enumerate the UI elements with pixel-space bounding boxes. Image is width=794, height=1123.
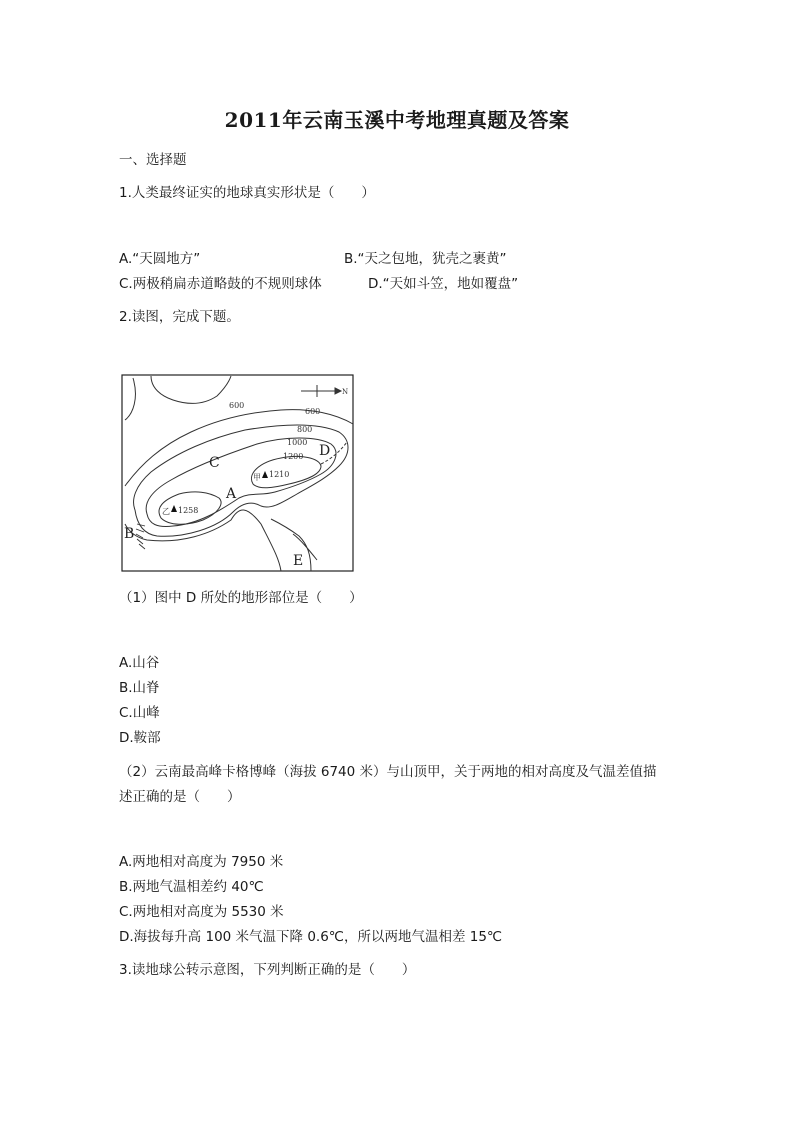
question-2-2-stem-line1: （2）云南最高峰卡格博峰（海拔 6740 米）与山顶甲，关于两地的相对高度及气温差值描 [119,764,657,780]
page-title: 2011年云南玉溪中考地理真题及答案 [224,108,570,132]
question-2-1-option-d: D.鞍部 [119,730,161,746]
question-2-1-option-c: C.山峰 [119,705,160,721]
question-1-option-a: A.“天圆地方” [119,251,201,267]
peak-yi-height: 1258 [178,506,199,515]
question-3-stem: 3.读地球公转示意图，下列判断正确的是（ ） [119,962,416,978]
contour-label-800: 800 [297,425,313,434]
question-1-stem: 1.人类最终证实的地球真实形状是（ ） [119,185,375,201]
question-2-1-option-b: B.山脊 [119,680,160,696]
contour-label-600-b: 600 [305,407,321,416]
peak-jia-height: 1210 [269,470,290,479]
section-heading: 一、选择题 [119,152,187,168]
question-2-2-option-c: C.两地相对高度为 5530 米 [119,904,284,920]
question-2-stem: 2.读图，完成下题。 [119,309,240,325]
map-label-e: E [293,553,304,569]
question-1-option-c: C.两极稍扁赤道略鼓的不规则球体 [119,276,322,292]
map-label-d: D [319,443,331,459]
contour-label-1000: 1000 [287,438,308,447]
peak-yi-label: 乙 [162,507,170,516]
contour-map [121,374,354,572]
map-label-c: C [209,455,220,471]
north-label: N [342,388,349,396]
map-label-b: B [124,526,135,542]
question-1-option-d: D.“天如斗笠，地如覆盘” [368,276,519,292]
contour-label-1200: 1200 [283,452,304,461]
question-2-2-option-d: D.海拔每升高 100 米气温下降 0.6℃，所以两地气温相差 15℃ [119,929,503,945]
contour-label-600-a: 600 [229,401,245,410]
map-label-a: A [226,486,237,502]
question-2-2-option-b: B.两地气温相差约 40℃ [119,879,264,895]
question-1-option-b: B.“天之包地，犹壳之裹黄” [344,251,507,267]
question-2-1-option-a: A.山谷 [119,655,160,671]
peak-jia-label: 甲 [253,473,261,482]
question-2-2-option-a: A.两地相对高度为 7950 米 [119,854,284,870]
question-2-2-stem-line2: 述正确的是（ ） [119,789,241,805]
question-2-1-stem: （1）图中 D 所处的地形部位是（ ） [119,590,363,606]
